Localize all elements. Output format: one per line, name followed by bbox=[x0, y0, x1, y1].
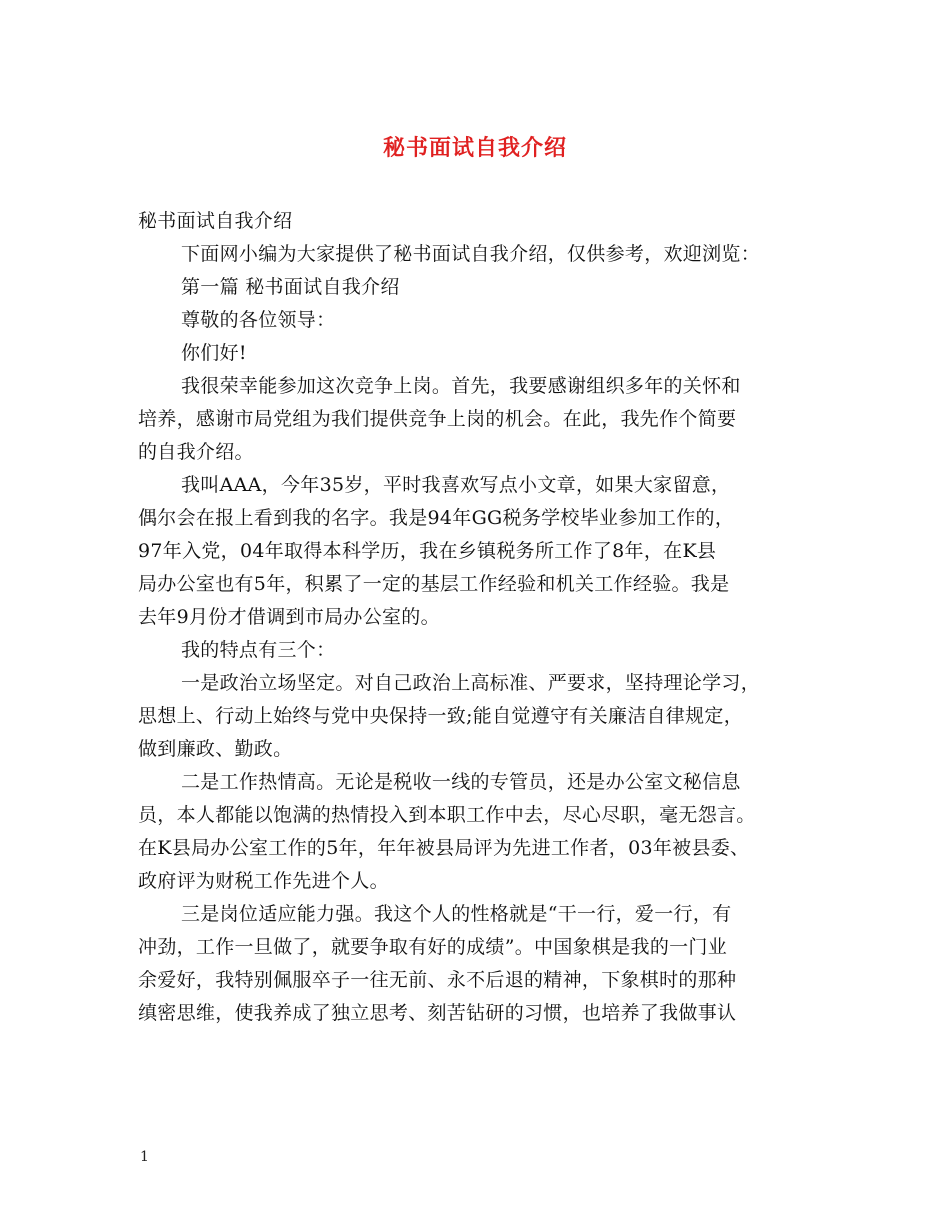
paragraph-line: 冲劲，工作一旦做了，就要争取有好的成绩”。中国象棋是我的一门业 bbox=[138, 936, 728, 958]
paragraph-line: 秘书面试自我介绍 bbox=[138, 210, 293, 232]
paragraph-line: 第一篇 秘书面试自我介绍 bbox=[181, 276, 400, 298]
paragraph-line: 我叫AAA，今年35岁，平时我喜欢写点小文章，如果大家留意， bbox=[181, 474, 731, 496]
document-title: 秘书面试自我介绍 bbox=[382, 135, 567, 161]
paragraph-line: 你们好! bbox=[181, 342, 247, 364]
paragraph-line: 的自我介绍。 bbox=[138, 441, 254, 463]
paragraph-line: 二是工作热情高。无论是税收一线的专管员，还是办公室文秘信息 bbox=[181, 771, 741, 793]
paragraph-line: 做到廉政、勤政。 bbox=[138, 738, 293, 760]
paragraph-line: 一是政治立场坚定。对自己政治上高标准、严要求，坚持理论学习， bbox=[181, 672, 761, 694]
paragraph-line: 局办公室也有5年，积累了一定的基层工作经验和机关工作经验。我是 bbox=[138, 573, 730, 595]
paragraph-line: 97年入党，04年取得本科学历，我在乡镇税务所工作了8年，在K县 bbox=[138, 540, 717, 562]
paragraph-line: 政府评为财税工作先进个人。 bbox=[138, 870, 389, 892]
paragraph-line: 我的特点有三个： bbox=[181, 639, 336, 661]
paragraph-line: 三是岗位适应能力强。我这个人的性格就是“干一行，爱一行，有 bbox=[181, 903, 732, 925]
paragraph-line: 员，本人都能以饱满的热情投入到本职工作中去，尽心尽职，毫无怨言。 bbox=[138, 804, 756, 826]
paragraph-line: 下面网小编为大家提供了秘书面试自我介绍，仅供参考，欢迎浏览： bbox=[181, 243, 761, 265]
paragraph-line: 培养，感谢市局党组为我们提供竞争上岗的机会。在此，我先作个简要 bbox=[138, 408, 737, 430]
paragraph-line: 思想上、行动上始终与党中央保持一致;能自觉遵守有关廉洁自律规定， bbox=[138, 705, 744, 727]
paragraph-line: 我很荣幸能参加这次竞争上岗。首先，我要感谢组织多年的关怀和 bbox=[181, 375, 741, 397]
paragraph-line: 缜密思维，使我养成了独立思考、刻苦钻研的习惯，也培养了我做事认 bbox=[138, 1002, 737, 1024]
paragraph-line: 偶尔会在报上看到我的名字。我是94年GG税务学校毕业参加工作的， bbox=[138, 507, 735, 529]
paragraph-line: 在K县局办公室工作的5年，年年被县局评为先进工作者，03年被县委、 bbox=[138, 837, 750, 859]
paragraph-line: 尊敬的各位领导： bbox=[181, 309, 336, 331]
paragraph-line: 去年9月份才借调到市局办公室的。 bbox=[138, 606, 440, 628]
document-body bbox=[138, 205, 828, 1030]
page-number: 1 bbox=[140, 1149, 149, 1165]
paragraph-line: 余爱好，我特别佩服卒子一往无前、永不后退的精神，下象棋时的那种 bbox=[138, 969, 737, 991]
